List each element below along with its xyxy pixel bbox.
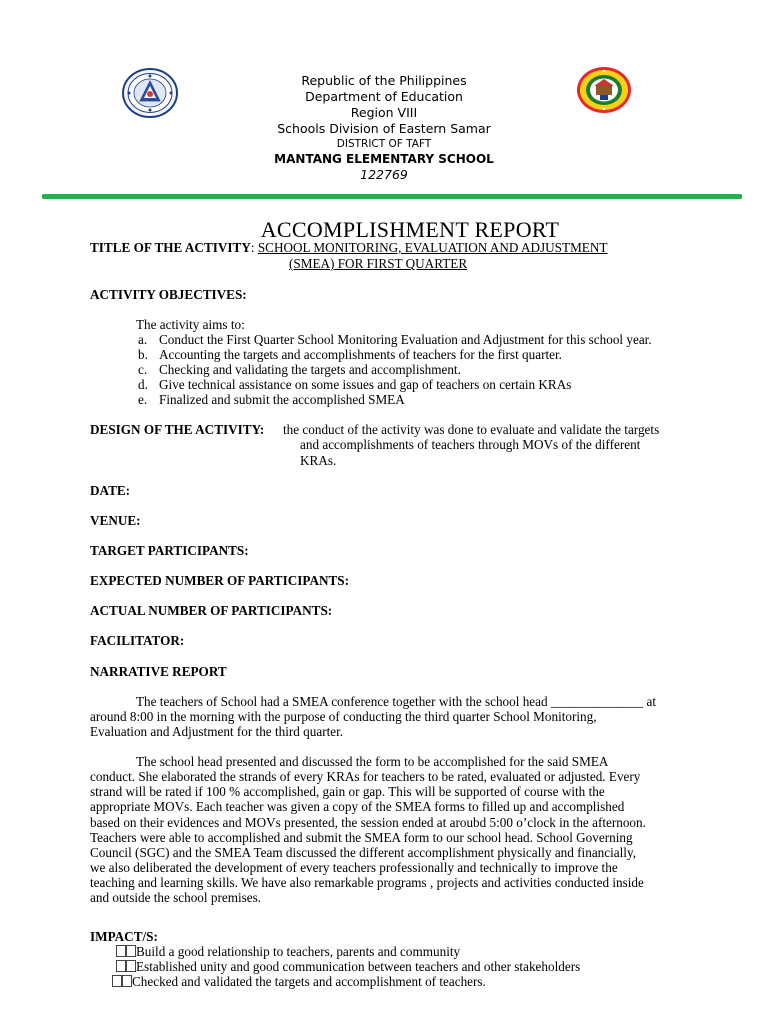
narrative-line: around 8:00 in the morning with the purpose of conducting the third quarter School Monitoring, <box>90 709 597 724</box>
date-label: DATE: <box>90 483 131 498</box>
impact-item <box>116 944 460 959</box>
activity-title-line2: (SMEA) FOR FIRST QUARTER <box>289 256 468 271</box>
narrative-line: based on their evidences and MOVs presented, the session ended at aroubd 5:00 o’clock in the afternoon. <box>90 815 646 830</box>
bullet-box-icon <box>116 945 126 957</box>
bullet-box-icon <box>126 945 136 957</box>
impact-text: Established unity and good communication between teachers and other stakeholders <box>136 959 581 974</box>
objective-item: b. <box>138 347 148 362</box>
header-department: Department of Education <box>305 89 463 104</box>
impact-item <box>116 959 580 974</box>
activity-title-line1: SCHOOL MONITORING, EVALUATION AND ADJUSTMENT <box>257 240 608 255</box>
bullet-box-icon <box>116 960 126 972</box>
impact-text: Checked and validated the targets and accomplishment of teachers. <box>132 974 486 989</box>
actual-participants-label: ACTUAL NUMBER OF PARTICIPANTS: <box>90 603 333 618</box>
design-line: KRAs. <box>300 453 337 468</box>
narrative-label: NARRATIVE REPORT <box>90 664 227 679</box>
objective-item: a. <box>138 332 148 347</box>
activity-title-label: TITLE OF THE ACTIVITY <box>90 240 251 255</box>
header-divider <box>42 194 742 199</box>
bullet-box-icon <box>112 975 122 987</box>
objective-item: c. <box>138 362 148 377</box>
narrative-line: The school head presented and discussed the form to be accomplished for the said SMEA <box>136 754 609 769</box>
bullet-box-icon <box>122 975 132 987</box>
header-school-id: 122769 <box>360 167 408 182</box>
narrative-line: conduct. She elaborated the strands of every KRAs for teachers to be rated, evaluated or adjusted. Every <box>90 769 641 784</box>
header-division: Schools Division of Eastern Samar <box>277 121 491 136</box>
venue-label: VENUE: <box>90 513 141 528</box>
objective-item: d. <box>138 377 148 392</box>
target-participants-label: TARGET PARTICIPANTS: <box>90 543 249 558</box>
narrative-line: appropriate MOVs. Each teacher was given a copy of the SMEA forms to filled up and accomplished <box>90 799 625 814</box>
header-school-name: MANTANG ELEMENTARY SCHOOL <box>274 152 494 166</box>
page-title: ACCOMPLISHMENT REPORT <box>260 217 560 242</box>
objective-text: Conduct the First Quarter School Monitoring Evaluation and Adjustment for this school year. <box>159 332 652 347</box>
narrative-line: The teachers of School had a SMEA conference together with the school head ______________ at <box>136 694 657 709</box>
expected-participants-label: EXPECTED NUMBER OF PARTICIPANTS: <box>90 573 350 588</box>
narrative-line: strand will be rated if 100 % accomplished, gain or gap. This will be supported of course with the <box>90 784 605 799</box>
narrative-line: Teachers were able to accomplished and submit the SMEA form to our school head. School Governing <box>90 830 633 845</box>
narrative-line: Council (SGC) and the SMEA Team discussed the different accomplishment physically and financially, <box>90 845 636 860</box>
bullet-box-icon <box>126 960 136 972</box>
objective-text: Give technical assistance on some issues and gap of teachers on certain KRAs <box>159 377 572 392</box>
design-line: and accomplishments of teachers through MOVs of the different <box>300 437 641 452</box>
narrative-line: and outside the school premises. <box>90 890 262 905</box>
impact-text: Build a good relationship to teachers, parents and community <box>136 944 461 959</box>
impact-label: IMPACT/S: <box>90 929 158 944</box>
objective-text: Checking and validating the targets and accomplishment. <box>159 362 461 377</box>
narrative-line: teaching and learning skills. We have also remarkable programs , projects and activities conducted inside <box>90 875 644 890</box>
objective-text: Accounting the targets and accomplishments of teachers for the first quarter. <box>159 347 562 362</box>
objectives-intro: The activity aims to: <box>136 317 245 332</box>
objective-text: Finalized and submit the accomplished SMEA <box>159 392 405 407</box>
impact-item <box>112 974 486 989</box>
header-republic: Republic of the Philippines <box>301 73 467 88</box>
header-region: Region VIII <box>350 105 418 120</box>
objectives-label: ACTIVITY OBJECTIVES: <box>90 287 247 302</box>
header-district: DISTRICT OF TAFT <box>336 138 432 150</box>
objective-item: e. <box>138 392 148 407</box>
facilitator-label: FACILITATOR: <box>90 633 185 648</box>
design-line: the conduct of the activity was done to evaluate and validate the targets <box>283 422 660 437</box>
narrative-line: Evaluation and Adjustment for the third quarter. <box>90 724 344 739</box>
narrative-line: we also deliberated the development of every teachers professionally and technically to improve the <box>90 860 618 875</box>
activity-title-row: TITLE OF THE ACTIVITY: SCHOOL MONITORING, EVALUATION AND ADJUSTMENT <box>90 240 608 255</box>
design-label: DESIGN OF THE ACTIVITY: <box>90 422 265 437</box>
